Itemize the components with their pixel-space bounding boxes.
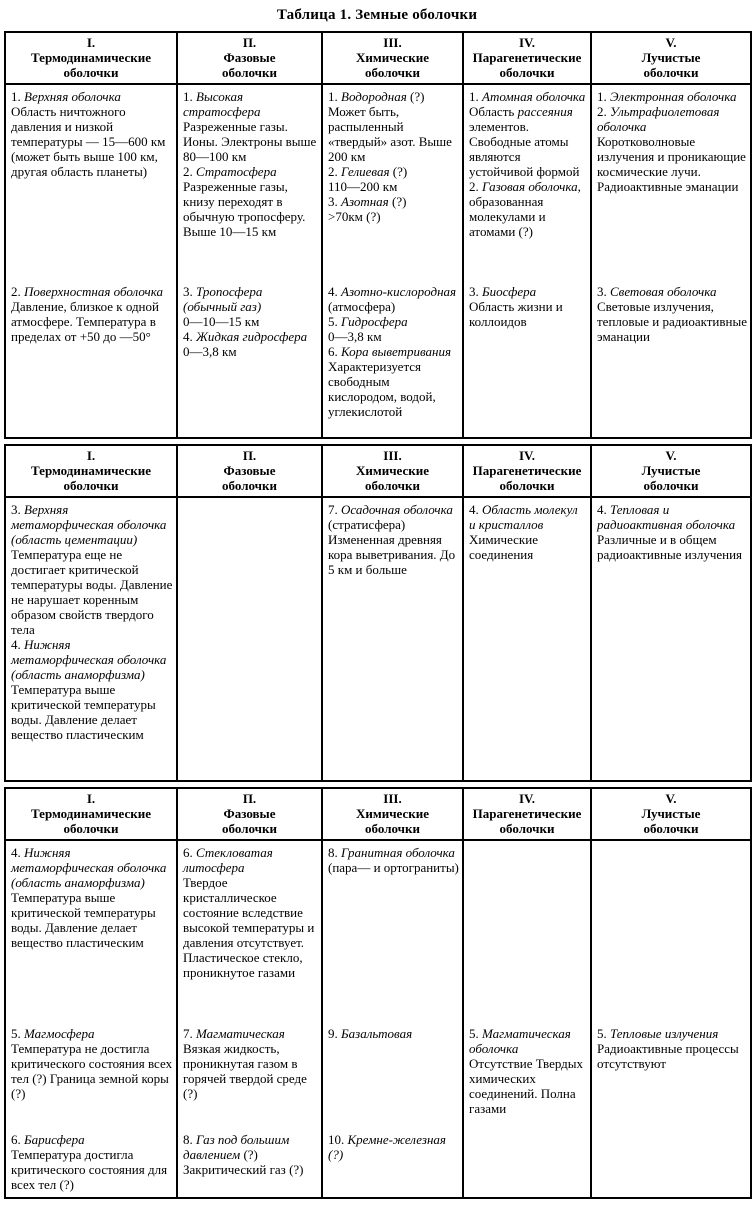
cell-paragraph [328, 1132, 459, 1162]
column-number: П. [242, 448, 257, 463]
column-header-label: Лучистые [641, 463, 701, 478]
cell-block [469, 284, 587, 329]
text-run: Область [469, 104, 518, 119]
text-run: Гидросфера [341, 314, 408, 329]
text-run: 110—200 км [328, 179, 398, 194]
text-run: Тепловая и радиоактивная оболочка [597, 502, 736, 532]
cell-paragraph [328, 860, 459, 875]
cell-paragraph [597, 1026, 747, 1041]
cell-paragraph [183, 1026, 318, 1041]
text-run: Высокая стратосфера [183, 89, 261, 119]
text-run: рассеяния [517, 104, 573, 119]
cell-paragraph [183, 329, 318, 344]
text-run: 2. [328, 164, 341, 179]
shells-table-section-1 [4, 31, 752, 439]
text-run: Поверхностная оболочка [24, 284, 163, 299]
text-run: (?) [240, 1147, 258, 1162]
cell-block [328, 89, 459, 284]
text-run: 2. [597, 104, 610, 119]
cell-paragraph [11, 104, 173, 179]
cell-paragraph [11, 1041, 173, 1101]
text-run: (?) [406, 89, 425, 104]
text-run: 3. [183, 284, 196, 299]
text-run: Характеризуется свободным кислородом, водой, углекислотой [328, 359, 436, 419]
text-run: Кора выветривания [341, 344, 452, 359]
text-run: 5. [469, 1026, 482, 1041]
cell-paragraph [11, 89, 173, 104]
text-run: Область молекул и кристаллов [469, 502, 578, 532]
column-header-label: Фазовые [223, 806, 276, 821]
text-run: Разреженные газы, книзу переходят в обычную тропосферу. Выше 10—15 км [183, 179, 306, 239]
column-number: IV. [518, 35, 536, 50]
text-run: 6. [11, 1132, 24, 1147]
cell-paragraph [183, 299, 318, 314]
cell-paragraph [183, 284, 318, 299]
text-run: Тепловые излучения [610, 1026, 719, 1041]
text-run: Вязкая жидкость, проникнутая газом в горячей твердой среде (?) [183, 1041, 307, 1101]
text-run: 5. [11, 1026, 24, 1041]
column-header-label: оболочки [365, 65, 420, 80]
cell-paragraph [328, 209, 459, 224]
body-row [5, 840, 751, 1198]
text-run: 0—3,8 км [183, 344, 237, 359]
cell-paragraph [183, 845, 318, 875]
column-number: III. [383, 448, 402, 463]
text-run: 4. [328, 284, 341, 299]
text-run: Газовая оболочка, [482, 179, 581, 194]
table-title: Таблица 1. Земные оболочки [276, 7, 478, 23]
text-run: (атмосфера) [328, 299, 396, 314]
text-run: Температура выше критической температуры воды. Давление делает вещество пластическим [11, 682, 156, 742]
cell-paragraph [11, 1132, 173, 1147]
cell-paragraph [183, 119, 318, 164]
column-header-label: оболочки [499, 478, 555, 493]
column-header-3 [322, 32, 463, 84]
text-run: Температура достигла критического состояния для всех тел (?) [11, 1147, 168, 1192]
cell-paragraph [469, 179, 587, 239]
cell-block [597, 845, 747, 1026]
cell-block [11, 845, 173, 1026]
text-run: Осадочная оболочка [341, 502, 453, 517]
text-run: 4. [11, 637, 24, 652]
cell-paragraph [328, 845, 459, 860]
text-run: 0—10—15 км [183, 314, 260, 329]
column-header-label: оболочки [63, 821, 119, 836]
cell-content [6, 841, 176, 1197]
text-run: (пара— и ортограниты) [328, 860, 459, 875]
cell-content [178, 85, 321, 437]
cell-block [328, 845, 459, 1026]
body-row [5, 497, 751, 781]
text-run: Нижняя метаморфическая оболочка (область анаморфизма) [11, 637, 167, 682]
column-header-label: Фазовые [223, 463, 276, 478]
column-header-4 [463, 445, 591, 497]
cell-content [323, 85, 462, 437]
cell-content [464, 841, 590, 1197]
cell-paragraph [469, 104, 587, 179]
table-cell [322, 497, 463, 781]
cell-block [469, 1026, 587, 1132]
cell-content [323, 498, 462, 780]
cell-paragraph [469, 502, 587, 532]
text-run: 1. [597, 89, 610, 104]
text-run: 1. [328, 89, 341, 104]
table-cell [463, 840, 591, 1198]
column-header-2 [177, 788, 322, 840]
column-header-label: Термодинамические [31, 463, 151, 478]
text-run: Тропосфера [196, 284, 263, 299]
cell-block [597, 284, 747, 344]
cell-paragraph [328, 194, 459, 209]
text-run: Газ под большим давлением [183, 1132, 290, 1162]
shells-table-section-2 [4, 444, 752, 782]
cell-content [592, 85, 750, 437]
cell-content [592, 498, 750, 780]
column-number: V. [665, 791, 677, 806]
column-header-5 [591, 788, 751, 840]
column-header-label: Химические [355, 463, 429, 478]
column-header-label: оболочки [499, 821, 555, 836]
text-run: Гелиевая [341, 164, 390, 179]
table-sections-container [0, 31, 754, 1199]
text-run: 2. [11, 284, 24, 299]
cell-paragraph [183, 89, 318, 119]
table-cell [463, 84, 591, 438]
column-header-label: Лучистые [641, 806, 701, 821]
column-header-3 [322, 788, 463, 840]
text-run: 6. [183, 845, 196, 860]
column-header-label: оболочки [643, 478, 699, 493]
text-run: Гранитная оболочка [341, 845, 455, 860]
column-header-1 [5, 445, 177, 497]
text-run: 6. [328, 344, 341, 359]
text-run: 3. [469, 284, 482, 299]
text-run: 8. [183, 1132, 196, 1147]
text-run: образованная молекулами и атомами (?) [469, 194, 546, 239]
cell-block [597, 502, 747, 562]
table-cell [591, 84, 751, 438]
cell-block [183, 284, 318, 359]
cell-paragraph [328, 299, 459, 314]
cell-block [11, 1026, 173, 1132]
cell-paragraph [183, 1162, 318, 1177]
cell-paragraph [469, 284, 587, 299]
text-run: Различные и в общем радиоактивные излучения [597, 532, 743, 562]
cell-paragraph [469, 532, 587, 562]
table-cell [591, 840, 751, 1198]
column-header-label: Парагенетические [472, 463, 582, 478]
cell-paragraph [469, 1026, 587, 1056]
cell-block [183, 1026, 318, 1132]
table-cell [591, 497, 751, 781]
text-run: Световые излучения, тепловые и радиоактивные эманации [597, 299, 747, 344]
cell-content [464, 85, 590, 437]
column-header-3 [322, 445, 463, 497]
table-cell [322, 84, 463, 438]
cell-paragraph [328, 104, 459, 164]
text-run: Атомная оболочка [482, 89, 586, 104]
cell-paragraph [328, 164, 459, 179]
text-run: (обычный газ) [183, 299, 262, 314]
cell-block [11, 89, 173, 284]
column-number: П. [242, 35, 257, 50]
text-run: 7. [183, 1026, 196, 1041]
text-run: Область жизни и коллоидов [469, 299, 563, 329]
column-header-label: оболочки [643, 65, 699, 80]
text-run: (стратисфера) Измененная древняя кора выветривания. До 5 км и больше [328, 517, 456, 577]
column-header-label: оболочки [222, 478, 277, 493]
cell-block [183, 1132, 318, 1177]
column-number: V. [665, 448, 677, 463]
cell-block [183, 845, 318, 1026]
column-number: I. [86, 448, 96, 463]
column-header-label: Термодинамические [31, 50, 151, 65]
column-number: III. [383, 35, 402, 50]
column-header-label: оболочки [63, 478, 119, 493]
cell-paragraph [328, 329, 459, 344]
cell-block [469, 845, 587, 1026]
text-run: Температура не достигла критического состояния всех тел (?) Граница земной коры (?) [11, 1041, 173, 1101]
cell-content [464, 498, 590, 780]
text-run: Кремне-железная (?) [328, 1132, 446, 1162]
table-cell [177, 840, 322, 1198]
text-run: Химические соединения [469, 532, 538, 562]
text-run: Магматическая [196, 1026, 285, 1041]
column-header-1 [5, 32, 177, 84]
cell-block [597, 1026, 747, 1132]
column-header-2 [177, 445, 322, 497]
cell-content [6, 85, 176, 437]
column-number: V. [665, 35, 677, 50]
column-number: III. [383, 791, 402, 806]
cell-block [183, 89, 318, 284]
cell-content [6, 498, 176, 780]
cell-paragraph [328, 284, 459, 299]
text-run: элементов. Свободные атомы являются устойчивой формой [469, 119, 580, 179]
text-run: 1. [11, 89, 24, 104]
column-header-5 [591, 32, 751, 84]
cell-block [328, 1132, 459, 1162]
cell-paragraph [11, 1026, 173, 1041]
cell-paragraph [597, 502, 747, 532]
cell-block [328, 284, 459, 419]
column-header-2 [177, 32, 322, 84]
text-run: Биосфера [482, 284, 537, 299]
text-run: 1. [183, 89, 196, 104]
column-number: IV. [518, 791, 536, 806]
text-run: Температура еще не достигает критической температуры воды. Давление не нарушает коренным образом свойств твердого тела [11, 547, 173, 637]
cell-content [178, 498, 321, 780]
text-run: Радиоактивные процессы отсутствуют [597, 1041, 739, 1071]
table-cell [177, 84, 322, 438]
column-header-label: Парагенетические [472, 806, 582, 821]
cell-paragraph [597, 299, 747, 344]
cell-paragraph [328, 179, 459, 194]
cell-paragraph [328, 1026, 459, 1041]
text-run: Температура выше критической температуры воды. Давление делает вещество пластическим [11, 890, 156, 950]
text-run: 8. [328, 845, 341, 860]
column-header-4 [463, 32, 591, 84]
cell-block [469, 502, 587, 562]
text-run: 3. [597, 284, 610, 299]
cell-paragraph [328, 502, 459, 517]
cell-content [592, 841, 750, 1197]
cell-paragraph [328, 359, 459, 419]
cell-block [469, 89, 587, 284]
shells-table-section-3 [4, 787, 752, 1199]
cell-paragraph [597, 1041, 747, 1071]
text-run: Магмосфера [24, 1026, 95, 1041]
cell-paragraph [11, 284, 173, 299]
cell-paragraph [597, 284, 747, 299]
cell-paragraph [183, 344, 318, 359]
text-run: Коротковолновые излучения и проникающие космические лучи. Радиоактивные эманации [597, 134, 746, 194]
column-header-label: Парагенетические [472, 50, 582, 65]
text-run: 5. [597, 1026, 610, 1041]
text-run: Отсутствие Твердых химических соединений. Полна газами [469, 1056, 584, 1116]
text-run: 2. [469, 179, 482, 194]
table-cell [5, 497, 177, 781]
text-run: Стекловатая литосфера [183, 845, 273, 875]
table-cell [5, 840, 177, 1198]
cell-paragraph [11, 547, 173, 637]
text-run: Жидкая гидросфера [196, 329, 308, 344]
column-header-label: Термодинамические [31, 806, 151, 821]
cell-paragraph [469, 89, 587, 104]
cell-paragraph [328, 89, 459, 104]
text-run: Твердое кристаллическое состояние вследствие высокой температуры и давления отсутствует. Пластическое стекло, проникнутое газами [183, 875, 315, 980]
text-run: 1. [469, 89, 482, 104]
column-header-label: оболочки [499, 65, 555, 80]
cell-paragraph [11, 890, 173, 950]
text-run: Разреженные газы. Ионы. Электроны выше 80—100 км [183, 119, 317, 164]
text-run: Верхняя метаморфическая оболочка (область цементации) [11, 502, 167, 547]
cell-paragraph [183, 875, 318, 980]
text-run: Ультрафиолетовая оболочка [597, 104, 720, 134]
column-header-label: оболочки [643, 821, 699, 836]
cell-block [328, 1026, 459, 1132]
table-cell [322, 840, 463, 1198]
column-number: I. [86, 35, 96, 50]
column-header-label: оболочки [222, 65, 277, 80]
text-run: 4. [11, 845, 24, 860]
cell-paragraph [328, 314, 459, 329]
cell-paragraph [469, 299, 587, 329]
text-run: Азотная [341, 194, 389, 209]
table-cell [5, 84, 177, 438]
cell-paragraph [11, 502, 173, 547]
table-cell [177, 497, 322, 781]
cell-paragraph [597, 532, 747, 562]
column-number: IV. [518, 448, 536, 463]
cell-paragraph [328, 517, 459, 577]
column-header-label: Химические [355, 806, 429, 821]
text-run: (?) [389, 164, 408, 179]
cell-paragraph [11, 845, 173, 890]
column-header-label: Фазовые [223, 50, 276, 65]
column-number: П. [242, 791, 257, 806]
cell-paragraph [183, 164, 318, 179]
cell-paragraph [183, 314, 318, 329]
text-run: 4. [469, 502, 482, 517]
text-run: 5. [328, 314, 341, 329]
text-run: Закритический газ (?) [183, 1162, 304, 1177]
text-run: 4. [183, 329, 196, 344]
text-run: Нижняя метаморфическая оболочка (область анаморфизма) [11, 845, 167, 890]
cell-block [328, 502, 459, 577]
body-row [5, 84, 751, 438]
column-header-label: Лучистые [641, 50, 701, 65]
text-run: Стратосфера [196, 164, 277, 179]
text-run: Магматическая оболочка [469, 1026, 571, 1056]
text-run: 4. [597, 502, 610, 517]
table-cell [463, 497, 591, 781]
text-run: 0—3,8 км [328, 329, 382, 344]
cell-content [178, 841, 321, 1197]
column-header-4 [463, 788, 591, 840]
text-run: Может быть, распыленный «твердый» азот. Выше 200 км [328, 104, 452, 164]
cell-block [11, 1132, 173, 1192]
text-run: Давление, близкое к одной атмосфере. Температура в пределах от +50 до —50° [11, 299, 159, 344]
text-run: 3. [11, 502, 24, 517]
header-row [5, 32, 751, 84]
text-run: Базальтовая [341, 1026, 413, 1041]
cell-paragraph [11, 1147, 173, 1192]
text-run: Азотно-кислородная [341, 284, 457, 299]
text-run: 2. [183, 164, 196, 179]
column-header-label: оболочки [365, 821, 420, 836]
cell-paragraph [183, 179, 318, 239]
cell-paragraph [183, 1132, 318, 1162]
text-run: 3. [328, 194, 341, 209]
text-run: Верхняя оболочка [24, 89, 121, 104]
cell-paragraph [183, 1041, 318, 1101]
column-header-label: Химические [355, 50, 429, 65]
cell-paragraph [328, 344, 459, 359]
text-run: 7. [328, 502, 341, 517]
text-run: Область ничтожного давления и низкой температуры — 15—600 км (может быть выше 100 км, другая область планеты) [11, 104, 166, 179]
text-run: Электронная оболочка [610, 89, 737, 104]
text-run: 10. [328, 1132, 348, 1147]
text-run: Световая оболочка [610, 284, 717, 299]
cell-block [597, 89, 747, 284]
text-run: Барисфера [24, 1132, 85, 1147]
text-run: (?) [388, 194, 407, 209]
cell-paragraph [11, 299, 173, 344]
column-header-label: оболочки [222, 821, 277, 836]
cell-paragraph [469, 1056, 587, 1116]
header-row [5, 445, 751, 497]
column-header-label: оболочки [63, 65, 119, 80]
cell-paragraph [597, 89, 747, 104]
cell-paragraph [11, 682, 173, 742]
text-run: 9. [328, 1026, 341, 1041]
cell-paragraph [597, 104, 747, 194]
column-number: I. [86, 791, 96, 806]
cell-block [11, 502, 173, 742]
text-run: Водородная [341, 89, 407, 104]
cell-content [323, 841, 462, 1197]
column-header-5 [591, 445, 751, 497]
column-header-1 [5, 788, 177, 840]
header-row [5, 788, 751, 840]
cell-paragraph [11, 637, 173, 682]
column-header-label: оболочки [365, 478, 420, 493]
cell-block [11, 284, 173, 344]
text-run: >70км (?) [328, 209, 381, 224]
